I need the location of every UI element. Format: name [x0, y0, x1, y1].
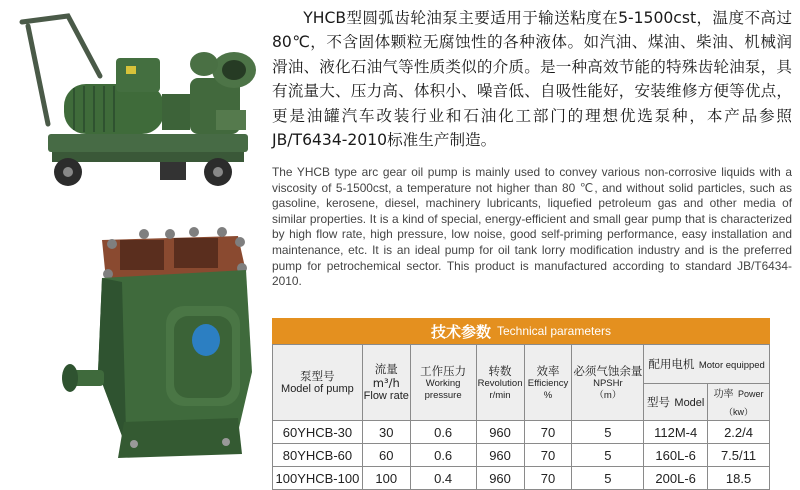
- header-model-cn: 泵型号: [300, 369, 335, 383]
- cell-speed: 960: [476, 444, 524, 467]
- header-model: [273, 345, 363, 421]
- cell-npsh: 5: [572, 421, 644, 444]
- cell-model: 100YHCB-100: [273, 467, 363, 490]
- header-npsh-en: NPSHr: [593, 377, 623, 389]
- cell-efficiency: 70: [524, 467, 572, 490]
- header-model-en: Model of pump: [281, 383, 354, 395]
- header-motor-model: [644, 384, 708, 421]
- header-pressure: [410, 345, 476, 421]
- cell-speed: 960: [476, 421, 524, 444]
- header-pressure-en: Working pressure: [424, 377, 462, 401]
- table-row: [273, 467, 770, 490]
- cell-flow: 100: [362, 467, 410, 490]
- cell-flow: 30: [362, 421, 410, 444]
- cell-motor-model: 160L-6: [644, 444, 708, 467]
- cell-speed: 960: [476, 467, 524, 490]
- gear-pump-image: [62, 222, 268, 464]
- cell-model: 60YHCB-30: [273, 421, 363, 444]
- technical-parameters-table: [272, 318, 770, 490]
- header-npsh: [572, 345, 644, 421]
- header-motor-power-cn: 功率: [713, 389, 734, 400]
- header-flow-en: Flow rate: [363, 390, 409, 402]
- table-row: [273, 444, 770, 467]
- header-flow: [362, 345, 410, 421]
- cell-npsh: 5: [572, 444, 644, 467]
- pump-trolley-drawing: [8, 6, 264, 194]
- header-speed: [476, 345, 524, 421]
- header-motor-cn: 配用电机: [648, 357, 695, 371]
- header-npsh-cn: 必须气蚀余量: [573, 363, 643, 378]
- cell-pressure: 0.6: [410, 444, 476, 467]
- table-title-cn: 技术参数: [430, 322, 491, 341]
- header-motor-model-cn: 型号: [646, 395, 670, 409]
- cell-motor-model: 112M-4: [644, 421, 708, 444]
- header-motor-en: Motor equipped: [698, 360, 765, 371]
- cell-motor-model: 200L-6: [644, 467, 708, 490]
- description-cn: YHCB型圆弧齿轮油泵主要适用于输送粘度在5-1500cst，温度不高过80℃，不含固体颗粒无腐蚀性的各种液体。如汽油、煤油、柴油、机械润滑油、液化石油气等性质类似的介质。是一种高效节能的特殊齿轮油泵，具有流量大、压力高、体积小、噪音低、自吸性能好，安装维修方便等优点，更是油罐汽车改装行业和石油化工部门的理想优选泵种，本产品参照JB/T6434-2010标准生产制造。: [272, 9, 792, 150]
- table-title-bar: [272, 318, 770, 344]
- cell-efficiency: 70: [524, 421, 572, 444]
- table-title-en: Technical parameters: [496, 324, 612, 338]
- gear-pump-drawing: [62, 222, 268, 464]
- header-motor: [644, 345, 770, 384]
- cell-efficiency: 70: [524, 444, 572, 467]
- header-motor-model-en: Model: [674, 397, 705, 409]
- cell-power: 18.5: [708, 467, 770, 490]
- cell-flow: 60: [362, 444, 410, 467]
- cell-model: 80YHCB-60: [273, 444, 363, 467]
- header-npsh-unit: （m）: [594, 389, 622, 401]
- header-efficiency: [524, 345, 572, 421]
- cell-pressure: 0.4: [410, 467, 476, 490]
- pump-on-trolley-image: [8, 6, 264, 194]
- header-speed-unit: r/min: [489, 389, 511, 401]
- cell-power: 2.2/4: [708, 421, 770, 444]
- header-eff-cn: 效率: [536, 363, 560, 378]
- parameters-table: [272, 344, 770, 490]
- cell-power: 7.5/11: [708, 444, 770, 467]
- header-speed-en: Revolution: [477, 377, 523, 389]
- cell-npsh: 5: [572, 467, 644, 490]
- header-speed-cn: 转数: [488, 363, 512, 378]
- header-pressure-cn: 工作压力: [420, 363, 467, 378]
- header-eff-unit: %: [543, 389, 553, 401]
- header-motor-power-en: Power（kw）: [724, 389, 764, 417]
- header-motor-power: [708, 384, 770, 421]
- header-flow-cn: 流量m³/h: [372, 362, 400, 390]
- table-row: [273, 421, 770, 444]
- description-en: The YHCB type arc gear oil pump is mainly used to convey various non-corrosive liquids with a viscosity of 5-1500cst, a temperature not higher than 80 ℃, and without solid particles, such as gasoline, kerosene, diesel, machinery lubricants, liquefied petroleum gas and other media of similar properties. It is a kind of special, energy-efficient and small gear pump that is characterized by high flow rate, high pressure, low noise, good self-priming performance, easy installation and maintenance, etc. It is an ideal pump for oil tank lorry modification industry and is the preferred pump for petrochemical sector. This product is manufactured according to standard JB/T6434-2010.: [272, 165, 792, 289]
- header-eff-en: Efficiency: [527, 377, 569, 389]
- cell-pressure: 0.6: [410, 421, 476, 444]
